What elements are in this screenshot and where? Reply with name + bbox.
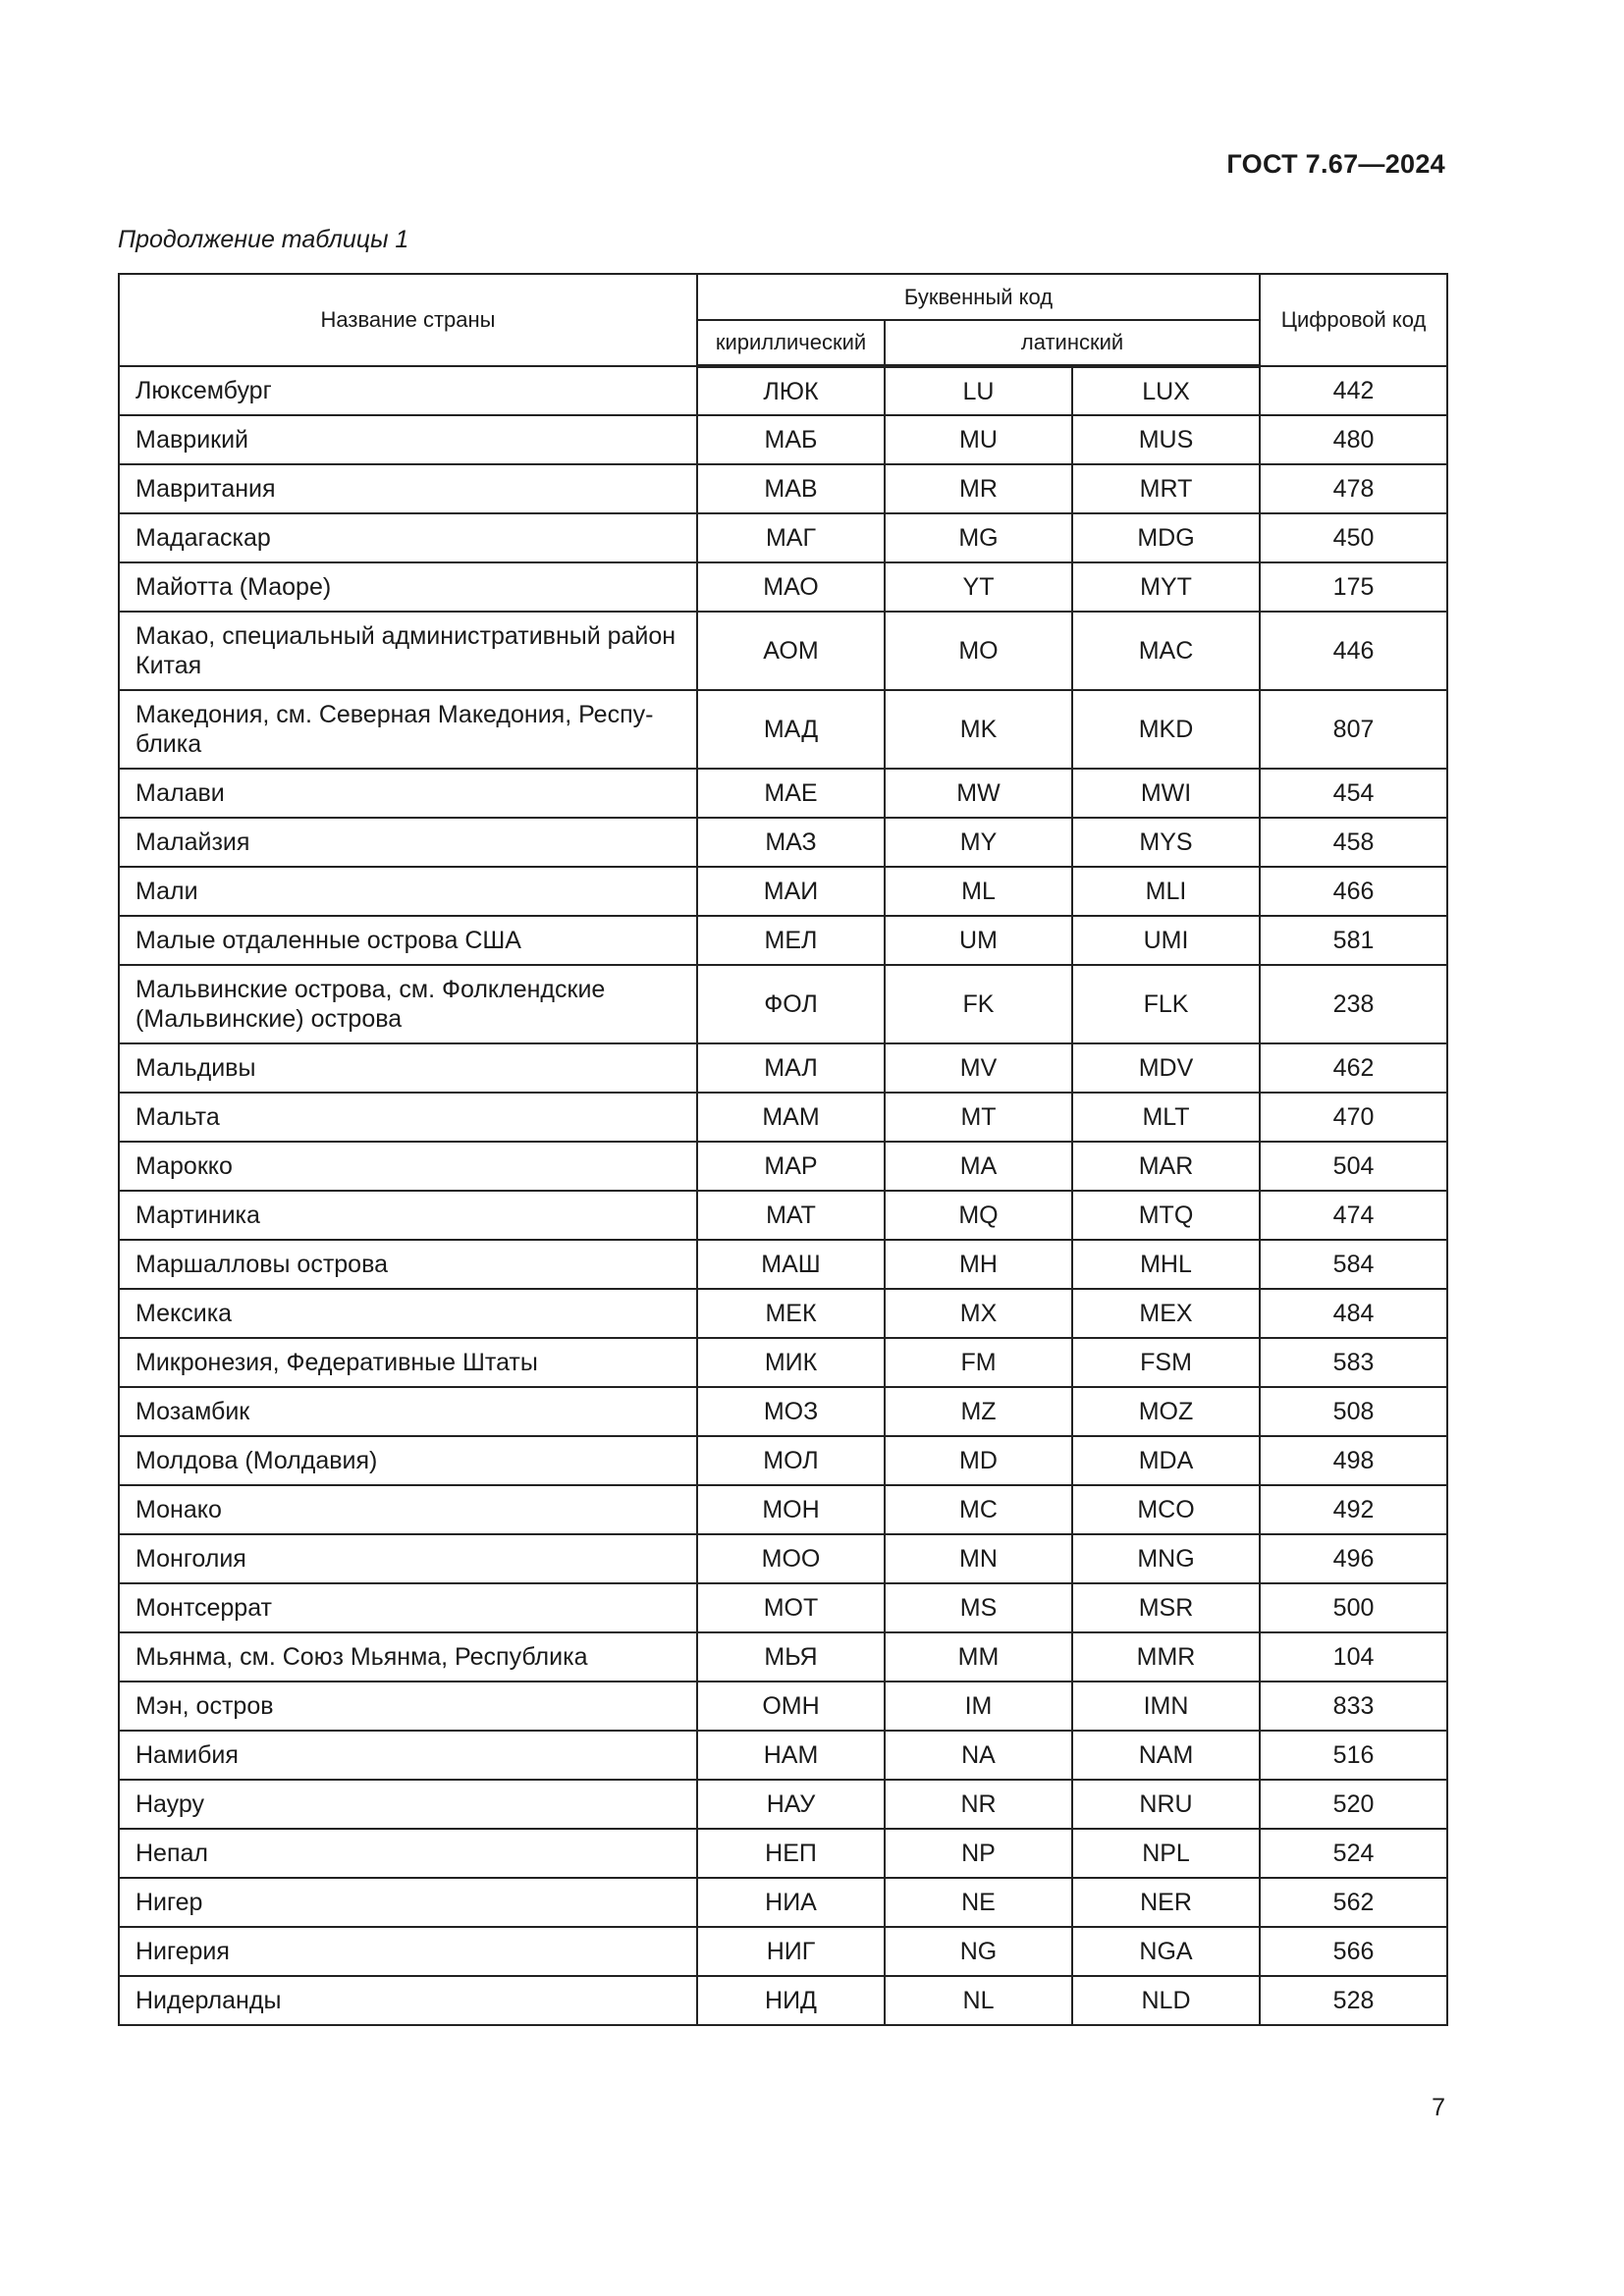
table-row (119, 562, 1447, 612)
cell-numeric-code: 504 (1260, 1142, 1447, 1191)
cell-country-name: Мавритания (119, 464, 697, 513)
cell-cyrillic-code: ФОЛ (697, 965, 885, 1043)
cell-country-name: Малави (119, 769, 697, 818)
cell-cyrillic-code: МЕЛ (697, 916, 885, 965)
cell-latin-alpha2: MT (885, 1093, 1072, 1142)
cell-cyrillic-code: МОЗ (697, 1387, 885, 1436)
cell-country-name: Мьянма, см. Союз Мьянма, Республика (119, 1632, 697, 1682)
cell-latin-alpha3: MOZ (1072, 1387, 1260, 1436)
header-cyrillic: кириллический (697, 320, 885, 366)
cell-numeric-code: 496 (1260, 1534, 1447, 1583)
cell-numeric-code: 462 (1260, 1043, 1447, 1093)
table-caption: Продолжение таблицы 1 (118, 226, 409, 253)
cell-latin-alpha2: FM (885, 1338, 1072, 1387)
table-row (119, 1927, 1447, 1976)
cell-country-name: Марокко (119, 1142, 697, 1191)
cell-latin-alpha3: MDA (1072, 1436, 1260, 1485)
cell-latin-alpha3: MAR (1072, 1142, 1260, 1191)
cell-latin-alpha2: IM (885, 1682, 1072, 1731)
cell-latin-alpha2: MC (885, 1485, 1072, 1534)
table-row (119, 1829, 1447, 1878)
cell-latin-alpha3: IMN (1072, 1682, 1260, 1731)
cell-country-name: Мартиника (119, 1191, 697, 1240)
table-row (119, 1583, 1447, 1632)
table-row (119, 1093, 1447, 1142)
cell-cyrillic-code: МАР (697, 1142, 885, 1191)
cell-country-name: Македония, см. Северная Македония, Респу-блика (119, 690, 697, 769)
cell-latin-alpha2: LU (885, 366, 1072, 415)
cell-latin-alpha3: NAM (1072, 1731, 1260, 1780)
cell-numeric-code: 508 (1260, 1387, 1447, 1436)
cell-latin-alpha2: MK (885, 690, 1072, 769)
cell-cyrillic-code: МОТ (697, 1583, 885, 1632)
cell-numeric-code: 484 (1260, 1289, 1447, 1338)
cell-country-name: Маршалловы острова (119, 1240, 697, 1289)
cell-country-name: Молдова (Молдавия) (119, 1436, 697, 1485)
cell-numeric-code: 833 (1260, 1682, 1447, 1731)
cell-numeric-code: 566 (1260, 1927, 1447, 1976)
cell-country-name: Мэн, остров (119, 1682, 697, 1731)
cell-latin-alpha2: MV (885, 1043, 1072, 1093)
cell-latin-alpha3: NRU (1072, 1780, 1260, 1829)
cell-cyrillic-code: МАИ (697, 867, 885, 916)
cell-latin-alpha2: MM (885, 1632, 1072, 1682)
cell-numeric-code: 498 (1260, 1436, 1447, 1485)
cell-cyrillic-code: МАЗ (697, 818, 885, 867)
document-code: ГОСТ 7.67—2024 (1226, 149, 1445, 179)
cell-country-name: Мозамбик (119, 1387, 697, 1436)
table-row (119, 769, 1447, 818)
cell-country-name: Мальта (119, 1093, 697, 1142)
cell-latin-alpha3: MRT (1072, 464, 1260, 513)
cell-country-name: Малые отдаленные острова США (119, 916, 697, 965)
cell-numeric-code: 562 (1260, 1878, 1447, 1927)
cell-numeric-code: 175 (1260, 562, 1447, 612)
country-codes-table (118, 273, 1448, 2026)
cell-numeric-code: 581 (1260, 916, 1447, 965)
table-row (119, 612, 1447, 690)
cell-numeric-code: 528 (1260, 1976, 1447, 2025)
cell-cyrillic-code: МАБ (697, 415, 885, 464)
table-row (119, 1976, 1447, 2025)
cell-latin-alpha3: MNG (1072, 1534, 1260, 1583)
cell-latin-alpha2: MD (885, 1436, 1072, 1485)
cell-latin-alpha2: MN (885, 1534, 1072, 1583)
cell-cyrillic-code: НИД (697, 1976, 885, 2025)
cell-cyrillic-code: НАМ (697, 1731, 885, 1780)
table-row (119, 1682, 1447, 1731)
cell-country-name: Микронезия, Федеративные Штаты (119, 1338, 697, 1387)
cell-numeric-code: 478 (1260, 464, 1447, 513)
cell-numeric-code: 238 (1260, 965, 1447, 1043)
table-row (119, 818, 1447, 867)
cell-numeric-code: 446 (1260, 612, 1447, 690)
cell-cyrillic-code: МОЛ (697, 1436, 885, 1485)
cell-cyrillic-code: МАМ (697, 1093, 885, 1142)
cell-latin-alpha2: MR (885, 464, 1072, 513)
table-row (119, 1142, 1447, 1191)
cell-country-name: Люксембург (119, 366, 697, 415)
cell-cyrillic-code: МЕК (697, 1289, 885, 1338)
cell-latin-alpha3: MUS (1072, 415, 1260, 464)
table-row (119, 1534, 1447, 1583)
table-row (119, 1289, 1447, 1338)
cell-latin-alpha2: MG (885, 513, 1072, 562)
header-numeric-code: Цифровой код (1260, 274, 1447, 366)
cell-latin-alpha2: YT (885, 562, 1072, 612)
table-row (119, 1338, 1447, 1387)
header-country-name: Название страны (119, 274, 697, 366)
cell-cyrillic-code: АОМ (697, 612, 885, 690)
cell-latin-alpha3: MDG (1072, 513, 1260, 562)
header-letter-code: Буквенный код (697, 274, 1260, 320)
cell-latin-alpha2: MO (885, 612, 1072, 690)
cell-latin-alpha3: FSM (1072, 1338, 1260, 1387)
page-number: 7 (1432, 2094, 1445, 2121)
cell-country-name: Мадагаскар (119, 513, 697, 562)
table-row (119, 513, 1447, 562)
table-row (119, 690, 1447, 769)
header-latin: латинский (885, 320, 1260, 366)
table-row (119, 1387, 1447, 1436)
cell-latin-alpha3: MKD (1072, 690, 1260, 769)
table-row (119, 1632, 1447, 1682)
cell-latin-alpha2: NG (885, 1927, 1072, 1976)
cell-latin-alpha3: NPL (1072, 1829, 1260, 1878)
cell-country-name: Мали (119, 867, 697, 916)
cell-cyrillic-code: МАЛ (697, 1043, 885, 1093)
table-row (119, 415, 1447, 464)
cell-latin-alpha2: MU (885, 415, 1072, 464)
cell-cyrillic-code: ОМН (697, 1682, 885, 1731)
cell-numeric-code: 584 (1260, 1240, 1447, 1289)
cell-latin-alpha2: NP (885, 1829, 1072, 1878)
table-row (119, 1731, 1447, 1780)
table-row (119, 464, 1447, 513)
cell-country-name: Малайзия (119, 818, 697, 867)
table-row (119, 965, 1447, 1043)
cell-latin-alpha3: MTQ (1072, 1191, 1260, 1240)
cell-cyrillic-code: МАГ (697, 513, 885, 562)
cell-country-name: Намибия (119, 1731, 697, 1780)
cell-latin-alpha3: MLT (1072, 1093, 1260, 1142)
cell-country-name: Мальвинские острова, см. Фолклендские (Мальвинские) острова (119, 965, 697, 1043)
cell-country-name: Макао, специальный административный район Китая (119, 612, 697, 690)
cell-latin-alpha2: MY (885, 818, 1072, 867)
cell-numeric-code: 583 (1260, 1338, 1447, 1387)
cell-numeric-code: 474 (1260, 1191, 1447, 1240)
cell-cyrillic-code: МАД (697, 690, 885, 769)
cell-latin-alpha2: NR (885, 1780, 1072, 1829)
cell-country-name: Непал (119, 1829, 697, 1878)
cell-country-name: Мальдивы (119, 1043, 697, 1093)
table-row (119, 1043, 1447, 1093)
table-row (119, 916, 1447, 965)
cell-cyrillic-code: МОО (697, 1534, 885, 1583)
cell-country-name: Монтсеррат (119, 1583, 697, 1632)
cell-latin-alpha2: ML (885, 867, 1072, 916)
cell-latin-alpha2: MQ (885, 1191, 1072, 1240)
cell-latin-alpha3: MYS (1072, 818, 1260, 867)
table-body (119, 366, 1447, 2025)
cell-cyrillic-code: НЕП (697, 1829, 885, 1878)
cell-country-name: Нигерия (119, 1927, 697, 1976)
cell-cyrillic-code: МОН (697, 1485, 885, 1534)
cell-numeric-code: 500 (1260, 1583, 1447, 1632)
cell-numeric-code: 454 (1260, 769, 1447, 818)
cell-numeric-code: 516 (1260, 1731, 1447, 1780)
table-row (119, 366, 1447, 415)
cell-latin-alpha2: NA (885, 1731, 1072, 1780)
cell-cyrillic-code: МАВ (697, 464, 885, 513)
cell-cyrillic-code: МАЕ (697, 769, 885, 818)
cell-numeric-code: 524 (1260, 1829, 1447, 1878)
table-row (119, 1878, 1447, 1927)
cell-latin-alpha2: MS (885, 1583, 1072, 1632)
cell-latin-alpha3: MCO (1072, 1485, 1260, 1534)
cell-country-name: Монако (119, 1485, 697, 1534)
cell-latin-alpha3: MWI (1072, 769, 1260, 818)
table-row (119, 1240, 1447, 1289)
cell-latin-alpha2: NL (885, 1976, 1072, 2025)
cell-cyrillic-code: МАШ (697, 1240, 885, 1289)
cell-numeric-code: 480 (1260, 415, 1447, 464)
cell-country-name: Нидерланды (119, 1976, 697, 2025)
cell-latin-alpha3: MLI (1072, 867, 1260, 916)
cell-numeric-code: 450 (1260, 513, 1447, 562)
cell-latin-alpha2: NE (885, 1878, 1072, 1927)
table-row (119, 1191, 1447, 1240)
cell-country-name: Мексика (119, 1289, 697, 1338)
cell-latin-alpha3: MEX (1072, 1289, 1260, 1338)
cell-numeric-code: 520 (1260, 1780, 1447, 1829)
cell-numeric-code: 458 (1260, 818, 1447, 867)
cell-country-name: Монголия (119, 1534, 697, 1583)
cell-cyrillic-code: МЬЯ (697, 1632, 885, 1682)
cell-latin-alpha2: MX (885, 1289, 1072, 1338)
cell-country-name: Нигер (119, 1878, 697, 1927)
cell-cyrillic-code: НИА (697, 1878, 885, 1927)
cell-numeric-code: 466 (1260, 867, 1447, 916)
cell-latin-alpha3: MDV (1072, 1043, 1260, 1093)
cell-numeric-code: 104 (1260, 1632, 1447, 1682)
cell-latin-alpha3: FLK (1072, 965, 1260, 1043)
table-row (119, 1436, 1447, 1485)
cell-cyrillic-code: МАО (697, 562, 885, 612)
cell-cyrillic-code: МИК (697, 1338, 885, 1387)
cell-numeric-code: 492 (1260, 1485, 1447, 1534)
cell-numeric-code: 442 (1260, 366, 1447, 415)
cell-latin-alpha2: FK (885, 965, 1072, 1043)
cell-latin-alpha2: MZ (885, 1387, 1072, 1436)
table-row (119, 1780, 1447, 1829)
cell-country-name: Науру (119, 1780, 697, 1829)
cell-latin-alpha3: LUX (1072, 366, 1260, 415)
cell-latin-alpha3: UMI (1072, 916, 1260, 965)
cell-latin-alpha2: MW (885, 769, 1072, 818)
cell-latin-alpha2: UM (885, 916, 1072, 965)
cell-cyrillic-code: МАТ (697, 1191, 885, 1240)
cell-country-name: Маврикий (119, 415, 697, 464)
cell-numeric-code: 807 (1260, 690, 1447, 769)
cell-latin-alpha3: NLD (1072, 1976, 1260, 2025)
cell-latin-alpha2: MH (885, 1240, 1072, 1289)
cell-cyrillic-code: ЛЮК (697, 366, 885, 415)
table-row (119, 1485, 1447, 1534)
cell-latin-alpha3: NER (1072, 1878, 1260, 1927)
cell-latin-alpha3: MYT (1072, 562, 1260, 612)
cell-cyrillic-code: НИГ (697, 1927, 885, 1976)
cell-country-name: Майотта (Маоре) (119, 562, 697, 612)
cell-latin-alpha3: MHL (1072, 1240, 1260, 1289)
cell-latin-alpha3: MAC (1072, 612, 1260, 690)
cell-cyrillic-code: НАУ (697, 1780, 885, 1829)
cell-numeric-code: 470 (1260, 1093, 1447, 1142)
cell-latin-alpha2: MA (885, 1142, 1072, 1191)
cell-latin-alpha3: NGA (1072, 1927, 1260, 1976)
cell-latin-alpha3: MSR (1072, 1583, 1260, 1632)
table-row (119, 867, 1447, 916)
cell-latin-alpha3: MMR (1072, 1632, 1260, 1682)
